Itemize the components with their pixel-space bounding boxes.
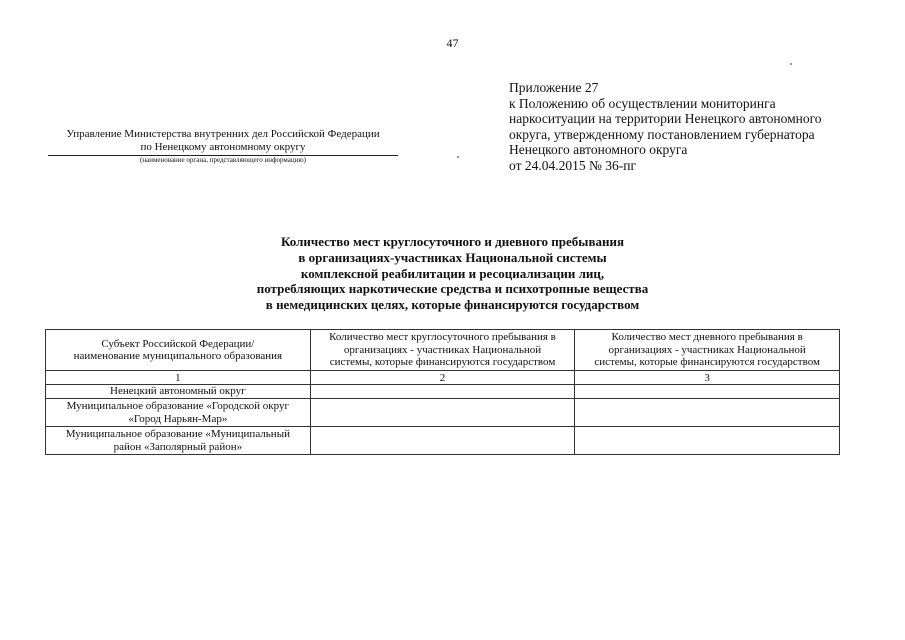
header-day-places: Количество мест дневного пребывания в организациях - участниках Национальной системы, которые финансируются государством <box>575 330 840 371</box>
title-line: Количество мест круглосуточного и дневного пребывания <box>281 234 624 249</box>
appendix-line: от 24.04.2015 № 36-пг <box>509 157 636 173</box>
column-number: 3 <box>575 371 840 385</box>
appendix-line: к Положению об осуществлении мониторинга <box>509 95 776 111</box>
round-the-clock-value-cell <box>310 385 575 399</box>
round-the-clock-value-cell <box>310 399 575 427</box>
appendix-block <box>509 80 822 174</box>
table-header-row <box>46 330 840 371</box>
title-line: в немедицинских целях, которые финансируются государством <box>265 297 640 313</box>
scan-speck <box>457 156 459 158</box>
appendix-line: Приложение 27 <box>509 80 599 95</box>
organization-caption: (наименование органа, представляющего информацию) <box>140 156 306 164</box>
column-number: 2 <box>310 371 575 385</box>
organization-block <box>48 128 398 164</box>
day-value-cell <box>575 427 840 455</box>
table-row <box>46 399 840 427</box>
appendix-line: округа, утвержденному постановлением губернатора <box>509 126 815 142</box>
table-row <box>46 385 840 399</box>
header-subject: Субъект Российской Федерации/ наименование муниципального образования <box>46 330 311 371</box>
header-round-the-clock-places: Количество мест круглосуточного пребывания в организациях - участниках Национальной системы, которые финансируются государством <box>310 330 575 371</box>
appendix-line: наркоситуации на территории Ненецкого автономного <box>509 111 822 127</box>
title-line: в организациях-участниках Национальной системы <box>298 249 607 265</box>
row-name-cell: Муниципальное образование «Городской округ «Город Нарьян-Мар» <box>46 399 311 427</box>
day-value-cell <box>575 385 840 399</box>
round-the-clock-value-cell <box>310 427 575 455</box>
appendix-line: Ненецкого автономного округа <box>509 142 688 158</box>
day-value-cell <box>575 399 840 427</box>
title-line: потребляющих наркотические средства и психотропные вещества <box>256 281 649 297</box>
organization-name-line: по Ненецкому автономному округу <box>140 140 306 153</box>
scan-speck <box>790 63 792 65</box>
row-name-cell: Муниципальное образование «Муниципальный район «Заполярный район» <box>46 427 311 455</box>
row-name-cell: Ненецкий автономный округ <box>46 385 311 399</box>
signature-underline <box>48 155 398 156</box>
title-line: комплексной реабилитации и ресоциализации лиц, <box>300 265 605 281</box>
organization-name-line: Управление Министерства внутренних дел Российской Федерации <box>66 128 380 140</box>
page-number: 47 <box>446 36 459 50</box>
column-number: 1 <box>46 371 311 385</box>
column-number-row <box>46 371 840 385</box>
table-row <box>46 427 840 455</box>
document-title <box>0 234 905 313</box>
report-table <box>45 329 840 455</box>
